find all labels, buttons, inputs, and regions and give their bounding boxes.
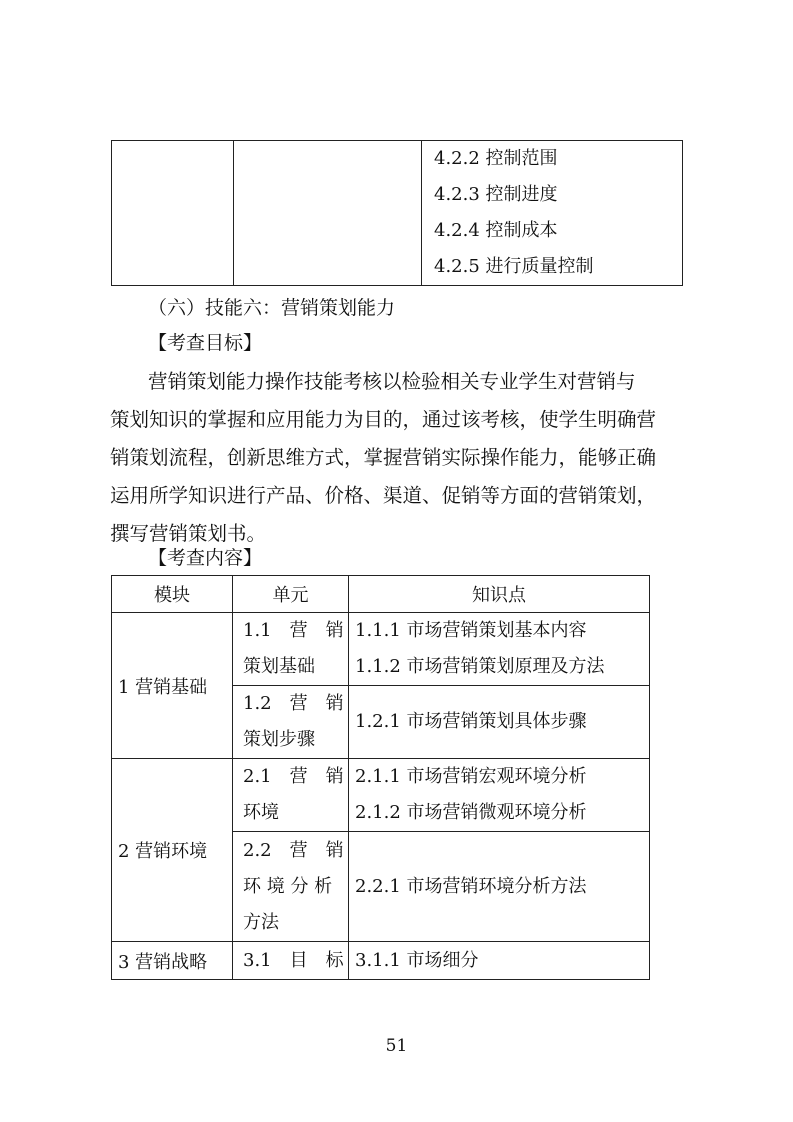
top-table-item: 4.2.5 进行质量控制 bbox=[434, 256, 594, 277]
unit-line: 3.1 目 标 bbox=[243, 949, 344, 971]
knowledge-line: 1.1.2 市场营销策划原理及方法 bbox=[355, 656, 605, 677]
unit-line: 环境 bbox=[243, 802, 279, 823]
page-number: 51 bbox=[385, 1036, 408, 1056]
knowledge-cell bbox=[349, 759, 650, 832]
unit-cell bbox=[233, 942, 349, 980]
top-table-cell-empty-2 bbox=[234, 141, 422, 286]
goal-paragraph-line: 运用所学知识进行产品、价格、渠道、促销等方面的营销策划， bbox=[110, 484, 657, 507]
goal-heading: 【考查目标】 bbox=[148, 332, 263, 354]
section-title: （六）技能六：营销策划能力 bbox=[148, 297, 396, 319]
knowledge-line: 2.1.1 市场营销宏观环境分析 bbox=[355, 766, 587, 787]
knowledge-cell bbox=[349, 832, 650, 942]
unit-line: 2.1 营 销 bbox=[243, 766, 344, 787]
unit-cell bbox=[233, 759, 349, 832]
content-heading: 【考查内容】 bbox=[148, 547, 263, 569]
knowledge-line: 2.1.2 市场营销微观环境分析 bbox=[355, 802, 587, 823]
unit-line: 1.2 营 销 bbox=[243, 693, 344, 714]
unit-cell bbox=[233, 686, 349, 759]
top-table-item: 4.2.2 控制范围 bbox=[434, 148, 558, 169]
unit-cell bbox=[233, 832, 349, 942]
knowledge-cell bbox=[349, 613, 650, 686]
module-cell: 3 营销战略 bbox=[112, 942, 233, 980]
goal-paragraph-line: 营销策划能力操作技能考核以检验相关专业学生对营销与 bbox=[148, 370, 636, 393]
goal-paragraph-line: 撰写营销策划书。 bbox=[110, 522, 267, 545]
knowledge-line: 2.2.1 市场营销环境分析方法 bbox=[355, 875, 587, 897]
knowledge-cell bbox=[349, 942, 650, 980]
unit-cell bbox=[233, 613, 349, 686]
knowledge-line: 1.1.1 市场营销策划基本内容 bbox=[355, 620, 587, 641]
module-cell: 2 营销环境 bbox=[112, 759, 233, 942]
goal-paragraph-line: 销策划流程，创新思维方式，掌握营销实际操作能力，能够正确 bbox=[110, 446, 657, 469]
top-table-item: 4.2.4 控制成本 bbox=[434, 220, 558, 241]
unit-line: 方法 bbox=[243, 911, 279, 933]
knowledge-line: 1.2.1 市场营销策划具体步骤 bbox=[355, 711, 587, 732]
top-table-cell-items bbox=[422, 141, 683, 286]
unit-line: 1.1 营 销 bbox=[243, 620, 344, 641]
header-knowledge-point: 知识点 bbox=[349, 576, 650, 613]
unit-line: 环 境 分 析 bbox=[243, 875, 333, 897]
header-module: 模块 bbox=[112, 576, 233, 613]
knowledge-line: 3.1.1 市场细分 bbox=[355, 949, 479, 971]
module-cell: 1 营销基础 bbox=[112, 613, 233, 759]
goal-paragraph bbox=[110, 363, 656, 553]
unit-line: 策划步骤 bbox=[243, 729, 315, 750]
unit-line: 2.2 营 销 bbox=[243, 839, 344, 861]
top-table-item: 4.2.3 控制进度 bbox=[434, 184, 558, 205]
header-unit: 单元 bbox=[233, 576, 349, 613]
unit-line: 策划基础 bbox=[243, 656, 315, 677]
top-table bbox=[111, 140, 683, 286]
top-table-cell-empty-1 bbox=[112, 141, 234, 286]
knowledge-cell bbox=[349, 686, 650, 759]
content-table bbox=[111, 575, 650, 980]
goal-paragraph-line: 策划知识的掌握和应用能力为目的，通过该考核，使学生明确营 bbox=[110, 408, 657, 431]
